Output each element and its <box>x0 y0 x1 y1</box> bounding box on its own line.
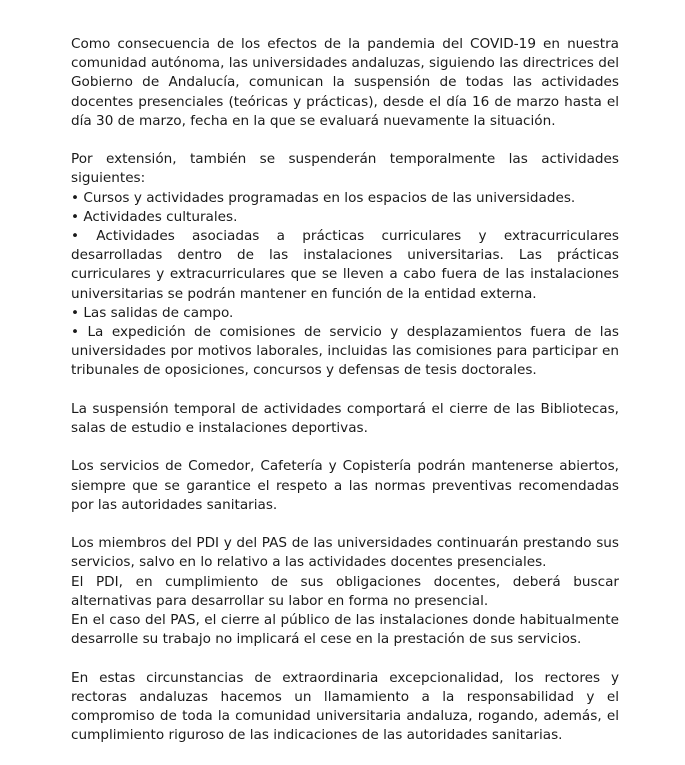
paragraph-extension <box>71 150 619 380</box>
list-item: • La expedición de comisiones de servicio y desplazamientos fuera de las universidades por motivos laborales, incluidas las comisiones para participar en tribunales de oposiciones, concursos y defensas de tesis doctorales. <box>71 324 619 379</box>
paragraph-services: Los servicios de Comedor, Cafetería y Copistería podrán mantenerse abiertos, siempre que se garantice el respeto a las normas preventivas recomendadas por las autoridades sanitarias. <box>71 458 619 513</box>
paragraph-suspension: Como consecuencia de los efectos de la pandemia del COVID-19 en nuestra comunidad autónoma, las universidades andaluzas, siguiendo las directrices del Gobierno de Andalucía, comunican la suspensión de todas las actividades docentes presenciales (teóricas y prácticas), desde el día 16 de marzo hasta el día 30 de marzo, fecha en la que se evaluará nuevamente la situación. <box>71 36 619 129</box>
document-body <box>71 35 619 765</box>
list-item: • Las salidas de campo. <box>71 304 234 321</box>
list-item: • Actividades asociadas a prácticas curriculares y extracurriculares desarrolladas dentro de las instalaciones universitarias. Las prácticas curriculares y extracurriculares que se lleven a cabo fuera de las instalaciones universitarias se podrán mantener en función de la entidad externa. <box>71 228 619 302</box>
list-item: • Actividades culturales. <box>71 208 238 225</box>
staff-line: En el caso del PAS, el cierre al público de las instalaciones donde habitualmente desarrolle su trabajo no implicará el cese en la prestación de sus servicios. <box>71 612 619 648</box>
paragraph-staff <box>71 534 619 649</box>
paragraph-libraries: La suspensión temporal de actividades comportará el cierre de las Bibliotecas, salas de estudio e instalaciones deportivas. <box>71 400 619 437</box>
paragraph-appeal: En estas circunstancias de extraordinaria excepcionalidad, los rectores y rectoras andaluzas hacemos un llamamiento a la responsabilidad y el compromiso de toda la comunidad universitaria andaluza, rogando, además, el cumplimiento riguroso de las indicaciones de las autoridades sanitarias. <box>71 669 619 744</box>
staff-line: El PDI, en cumplimiento de sus obligaciones docentes, deberá buscar alternativas para desarrollar su labor en forma no presencial. <box>71 573 619 609</box>
staff-line: Los miembros del PDI y del PAS de las universidades continuarán prestando sus servicios, salvo en lo relativo a las actividades docentes presenciales. <box>71 535 619 571</box>
list-item: • Cursos y actividades programadas en los espacios de las universidades. <box>71 189 576 206</box>
extension-intro: Por extensión, también se suspenderán temporalmente las actividades siguientes: <box>71 151 619 187</box>
